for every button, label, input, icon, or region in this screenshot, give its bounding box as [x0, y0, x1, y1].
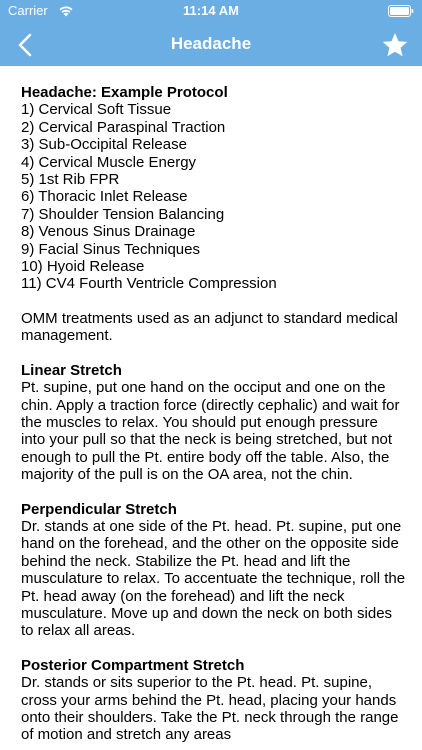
carrier-label: Carrier [8, 3, 48, 18]
list-item: 11) CV4 Fourth Ventricle Compression [21, 275, 277, 293]
list-item: 6) Thoracic Inlet Release [21, 188, 188, 206]
list-item: 10) Hyoid Release [21, 258, 145, 276]
battery-icon [388, 5, 414, 17]
omm-note: OMM treatments used as an adjunct to standard medical management. [21, 309, 398, 345]
clock: 11:14 AM [183, 3, 239, 18]
protocol-title: Headache: Example Protocol [21, 84, 228, 101]
list-item: 3) Sub-Occipital Release [21, 136, 187, 154]
section-text-perpendicular-stretch: Dr. stands at one side of the Pt. head. Pt. supine, put one hand on the forehead, and the other on the opposite side behind the neck. Stabilize the Pt. head and lift the musculature to relax. To accentuate the technique, roll the Pt. head away (on the forehead) and lift the neck musculature. Move up and down the neck on both sides to relax all areas. [21, 517, 406, 640]
app-header [0, 0, 422, 66]
protocol-list [21, 101, 406, 292]
navigation-bar [0, 22, 422, 66]
section-heading-perpendicular-stretch: Perpendicular Stretch [21, 500, 177, 518]
list-item: 2) Cervical Paraspinal Traction [21, 118, 226, 136]
favorite-button[interactable] [380, 30, 410, 60]
list-item: 9) Facial Sinus Techniques [21, 240, 200, 258]
section-heading-linear-stretch: Linear Stretch [21, 361, 122, 379]
list-item: 8) Venous Sinus Drainage [21, 223, 196, 241]
status-bar [0, 0, 422, 22]
list-item: 7) Shoulder Tension Balancing [21, 205, 225, 223]
star-icon [380, 30, 410, 60]
section-heading-posterior-compartment-stretch: Posterior Compartment Stretch [21, 656, 245, 674]
list-item: 1) Cervical Soft Tissue [21, 101, 172, 119]
section-text-linear-stretch: Pt. supine, put one hand on the occiput and one on the chin. Apply a traction force (directly cephalic) and wait for the muscles to relax. You should put enough pressure into your pull so that the neck is being stretched, but not enough to pull the Pt. entire body off the table. Also, the majority of the pull is on the OA area, not the chin. [21, 379, 400, 484]
article-content [21, 84, 406, 744]
list-item: 5) 1st Rib FPR [21, 171, 120, 189]
page-title: Headache [170, 34, 252, 53]
list-item: 4) Cervical Muscle Energy [21, 153, 197, 171]
section-text-posterior-compartment-stretch: Dr. stands or sits superior to the Pt. head. Pt. supine, cross your arms behind the Pt. head, placing your hands onto their shoulders. Take the Pt. neck through the range of motion and stretch any areas [21, 674, 399, 744]
